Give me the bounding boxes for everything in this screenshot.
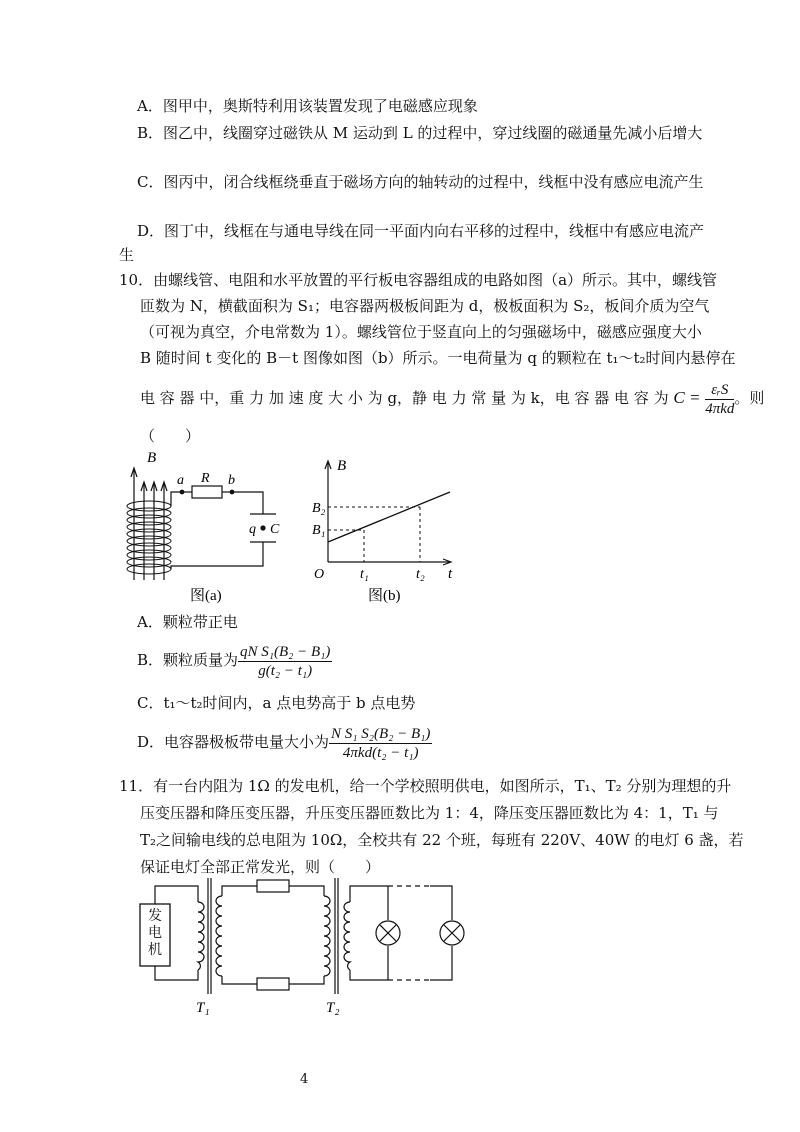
label-R: R [201,471,210,486]
label-q: q [249,522,256,537]
q9-option-d-cont: 生 [119,246,135,264]
capacitance-denominator: 4πkd [705,400,735,417]
lamp-1 [376,921,400,945]
q10-stem-line3: （可视为真空，介电常数为 1）。螺线管位于竖直向上的匀强磁场中，磁感应强度大小 [140,323,702,341]
q10-option-c: C．t₁～t₂时间内，a 点电势高于 b 点电势 [137,694,416,712]
figure-b-caption: 图(b) [368,588,401,604]
label-B1: B₁ [312,523,326,538]
figure-b [310,452,470,612]
q10-stem-line2: 匝数为 N，横截面积为 S₁；电容器两极板间距为 d，极板面积为 S₂，板间介质为空气 [140,297,710,315]
page-number: 4 [300,1072,309,1087]
q9-option-c: C．图丙中，闭合线框绕垂直于磁场方向的轴转动的过程中，线框中没有感应电流产生 [137,173,704,191]
node-b [230,490,235,495]
q10-option-b-denominator: g(t₂ − t₁) [258,662,313,679]
label-T2: T₂ [326,1000,340,1016]
label-a: a [177,473,184,488]
charged-particle [260,525,265,530]
q10-option-b [137,640,332,680]
q10-stem-line1: 10．由螺线管、电阻和水平放置的平行板电容器组成的电路如图（a）所示。其中，螺线管 [119,271,718,289]
q10-option-b-numerator: qN S₁(B₂ − B₁) [240,643,331,660]
q10-stem-line4: B 随时间 t 变化的 B－t 图像如图（b）所示。一电荷量为 q 的颗粒在 t₁～t₂时间内悬停在 [140,349,736,367]
label-B2: B₂ [312,501,326,516]
label-origin: O [314,567,325,582]
q10-stem-line5 [140,378,764,418]
capacitance-numerator: εᵣS [705,381,734,400]
q11-stem-line1: 11．有一台内阻为 1Ω 的发电机，给一个学校照明供电，如图所示，T₁、T₂ 分别为理想的升 [119,777,732,795]
capacitance-fraction [705,381,734,418]
label-t2: t₂ [416,567,425,582]
circuit-wires [171,486,276,569]
graph-axes [325,461,451,565]
node-a [180,490,185,495]
transmission-figure [130,872,480,1022]
transmission-wires [155,878,452,994]
q11-stem-line4: 保证电灯全部正常发光，则（ ） [140,858,381,876]
q9-option-b: B．图乙中，线圈穿过磁铁从 M 运动到 L 的过程中，穿过线圈的磁通量先减小后增大 [137,124,703,142]
generator-label-wrap [142,908,168,964]
q11-stem-line3: T₂之间输电线的总电阻为 10Ω，全校共有 22 个班，每班有 220V、40W 的电灯 6 盏，若 [140,831,744,849]
generator-label: 发电机 [148,908,162,958]
q10-answer-bracket: （ ） [140,427,201,445]
label-t1: t₁ [360,567,369,582]
label-axis-t: t [448,566,453,582]
q11-stem-line2: 压变压器和降压变压器，升压变压器匝数比为 1：4，降压变压器匝数比为 4：1，T₁ 与 [140,804,719,822]
q10-option-d-numerator: N S₁ S₂(B₂ − B₁) [331,725,431,742]
q10-option-d-text: D．电容器极板带电量大小为 [137,733,330,751]
capacitance-lhs: C = [673,388,701,407]
label-B: B [147,450,157,466]
q10-option-b-text: B．颗粒质量为 [137,651,239,669]
lamp-2 [440,921,464,945]
figure-a [120,448,280,613]
q9-option-d: D．图丁中，线框在与通电导线在同一平面内向右平移的过程中，线框中有感应电流产 [137,222,705,240]
label-C: C [270,522,280,537]
label-b: b [228,473,235,488]
b-t-line [328,492,450,542]
q10-stem-line5-end: 。则 [734,389,765,407]
figure-a-caption: 图(a) [190,588,222,604]
q10-stem-line5-text: 电 容 器 中，重 力 加 速 度 大 小 为 g，静 电 力 常 量 为 k，电 容 器 电 容 为 [140,389,669,407]
q10-option-d-denominator: 4πkd(t₂ − t₁) [342,744,419,761]
q10-option-d [137,722,432,762]
q10-option-a: A．颗粒带正电 [137,613,238,631]
label-T1: T₁ [196,1000,210,1016]
label-axis-B: B [337,458,347,474]
graph-guides [328,507,420,562]
q9-option-a: A．图甲中，奥斯特利用该装置发现了电磁感应现象 [137,97,478,115]
